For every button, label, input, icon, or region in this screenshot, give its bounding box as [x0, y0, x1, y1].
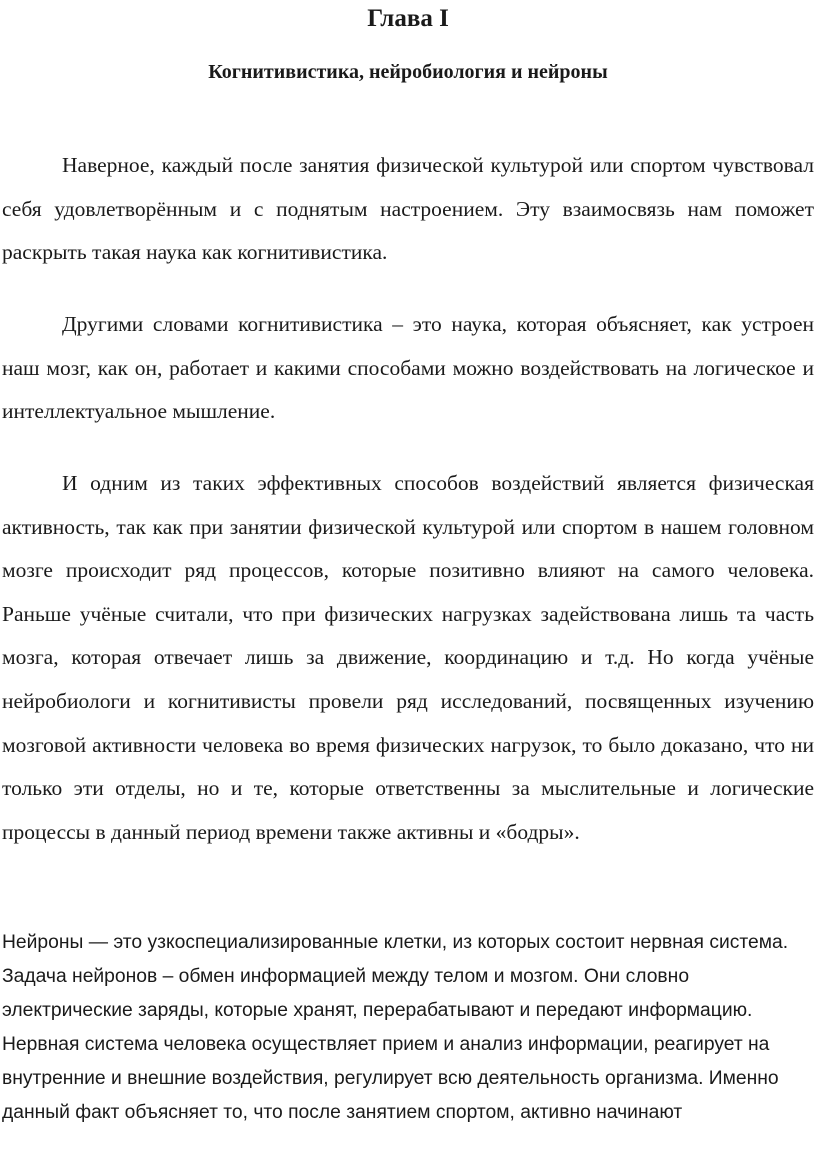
paragraph: Другими словами когнитивистика – это наука, которая объясняет, как устроен наш мозг, как он, работает и какими способами можно воздействовать на логическое и интеллектуальное мышление. [2, 312, 814, 424]
paragraph: Наверное, каждый после занятия физической культурой или спортом чувствовал себя удовлетворённым и с поднятым настроением. Эту взаимосвязь нам поможет раскрыть такая наука как когнитивистика. [2, 153, 814, 265]
chapter-title: Глава I [367, 5, 449, 32]
chapter-subtitle: Когнитивистика, нейробиология и нейроны [208, 61, 608, 83]
paragraph: И одним из таких эффективных способов воздействий является физическая активность, так как при занятии физической культурой или спортом в нашем головном мозге происходит ряд процессов, которые позитивно влияют на самого человека. Раньше учёные считали, что при физических нагрузках задействована лишь та часть мозга, которая отвечает лишь за движение, координацию и т.д. Но когда учёные нейробиологи и когнитивисты провели ряд исследований, посвященных изучению мозговой активности человека во время физических нагрузок, то было доказано, что ни только эти отделы, но и те, которые ответственны за мыслительные и логические процессы в данный период времени также активны и «бодры». [2, 471, 814, 844]
neurons-paragraph: Нейроны — это узкоспециализированные клетки, из которых состоит нервная система. Задача нейронов – обмен информацией между телом и мозгом. Они словно электрические заряды, которые хранят, перерабатывают и передают информацию. Нервная система человека осуществляет прием и анализ информации, реагирует на внутренние и внешние воздействия, регулирует всю деятельность организма. Именно данный факт объясняет то, что после занятием спортом, активно начинают [2, 932, 789, 1123]
